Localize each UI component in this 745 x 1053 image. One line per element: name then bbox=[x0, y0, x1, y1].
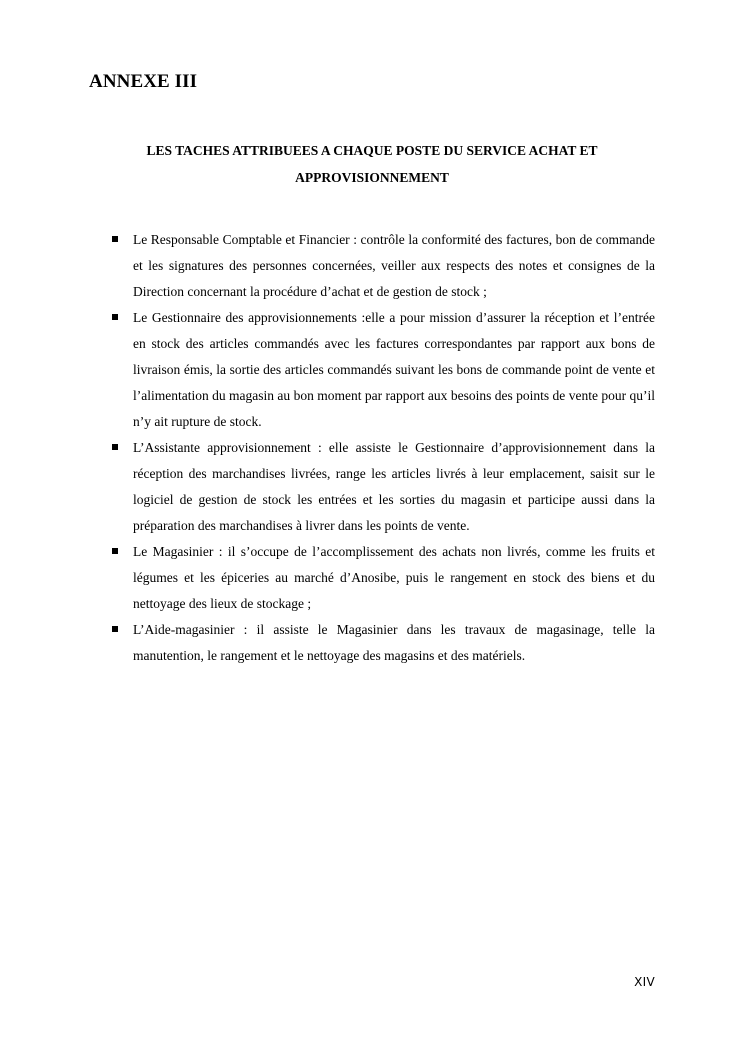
square-bullet-icon bbox=[112, 626, 118, 632]
task-item-responsable-comptable bbox=[133, 227, 655, 305]
task-item-aide-magasinier bbox=[133, 617, 655, 669]
page-number: XIV bbox=[634, 975, 655, 989]
square-bullet-icon bbox=[112, 314, 118, 320]
task-item-magasinier bbox=[133, 539, 655, 617]
square-bullet-icon bbox=[112, 548, 118, 554]
section-heading-line-2: APPROVISIONNEMENT bbox=[295, 170, 449, 185]
task-text: Le Responsable Comptable et Financier : contrôle la conformité des factures, bon de commande et les signatures des personnes concernées, veiller aux respects des notes et consignes de la Direction concernant la procédure d’achat et de gestion de stock ; bbox=[133, 232, 655, 299]
task-list bbox=[133, 227, 655, 669]
section-heading-line-1: LES TACHES ATTRIBUEES A CHAQUE POSTE DU SERVICE ACHAT ET bbox=[146, 143, 598, 158]
section-heading bbox=[89, 137, 655, 191]
task-text: L’Aide-magasinier : il assiste le Magasinier dans les travaux de magasinage, telle la manutention, le rangement et le nettoyage des magasins et des matériels. bbox=[133, 622, 655, 663]
task-item-assistante bbox=[133, 435, 655, 539]
task-text: Le Gestionnaire des approvisionnements :elle a pour mission d’assurer la réception et l’entrée en stock des articles commandés avec les factures correspondantes par rapport aux bons de livraison émis, la sortie des articles commandés suivant les bons de commande point de vente et l’alimentation du magasin au bon moment par rapport aux besoins des points de vente pour qu’il n’y ait rupture de stock. bbox=[133, 310, 655, 429]
task-text: Le Magasinier : il s’occupe de l’accomplissement des achats non livrés, comme les fruits et légumes et les épiceries au marché d’Anosibe, puis le rangement en stock des biens et du nettoyage des lieux de stockage ; bbox=[133, 544, 655, 611]
task-text: L’Assistante approvisionnement : elle assiste le Gestionnaire d’approvisionnement dans la réception des marchandises livrées, range les articles livrés à leur emplacement, saisit sur le logiciel de gestion de stock les entrées et les sorties du magasin et participe aussi dans la préparation des marchandises à livrer dans les points de vente. bbox=[133, 440, 655, 533]
annex-title: ANNEXE III bbox=[89, 71, 198, 92]
square-bullet-icon bbox=[112, 236, 118, 242]
task-item-gestionnaire bbox=[133, 305, 655, 435]
square-bullet-icon bbox=[112, 444, 118, 450]
